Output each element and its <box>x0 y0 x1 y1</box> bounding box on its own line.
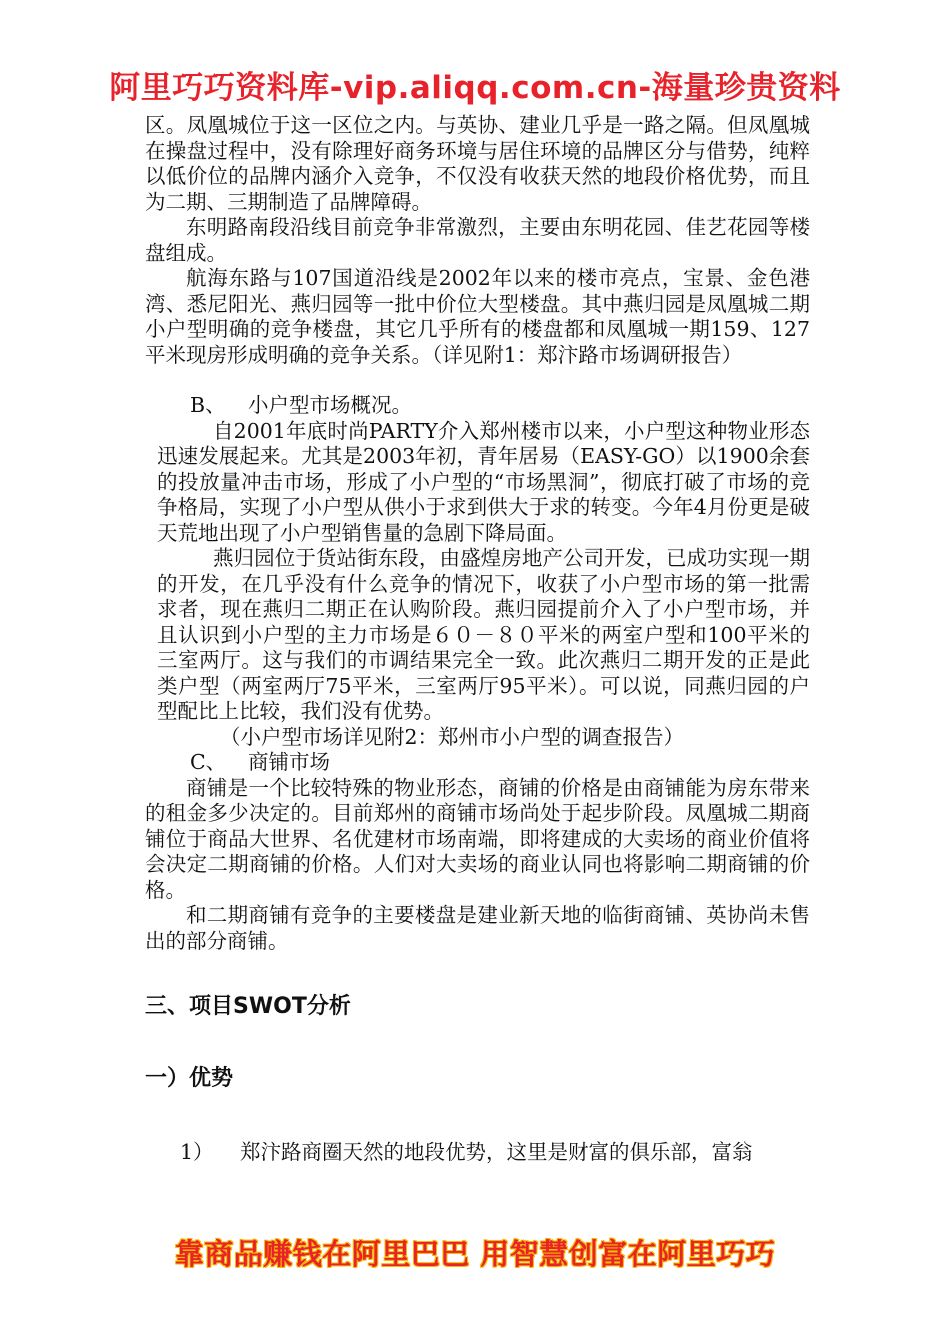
section-b-heading <box>145 393 810 419</box>
footer-watermark-banner: 靠商品赚钱在阿里巴巴 用智慧创富在阿里巧巧 <box>174 1237 776 1271</box>
section-heading: 三、项目SWOT分析 <box>145 994 351 1019</box>
paragraph: 航海东路与107国道沿线是2002年以来的楼市亮点，宝景、金色港湾、悉尼阳光、燕归园等一批中价位大型楼盘。其中燕归园是凤凰城二期小户型明确的竞争楼盘，其它几乎所有的楼盘都和凤凰城一期159、127平米现房形成明确的竞争关系。（详见附1：郑汴路市场调研报告） <box>145 266 810 367</box>
list-item-number: 1） <box>180 1140 214 1164</box>
section-label: B、 <box>190 393 226 417</box>
section-b-body <box>145 419 810 725</box>
paragraph: 和二期商铺有竞争的主要楼盘是建业新天地的临街商铺、英协尚未售出的部分商铺。 <box>145 903 810 953</box>
header-watermark-banner: 阿里巧巧资料库-vip.aliqq.com.cn-海量珍贵资料 <box>109 70 841 106</box>
section-title: 商铺市场 <box>248 750 330 774</box>
section-c-heading <box>145 750 810 776</box>
list-item-text: 郑汴路商圈天然的地段优势，这里是财富的俱乐部，富翁 <box>240 1140 753 1164</box>
paragraph: 东明路南段沿线目前竞争非常激烈，主要由东明花园、佳艺花园等楼盘组成。 <box>145 215 810 265</box>
subsection-heading: 一）优势 <box>145 1065 234 1091</box>
section-title: 小户型市场概况。 <box>248 393 412 417</box>
paragraph: 自2001年底时尚PARTY介入郑州楼市以来，小户型这种物业形态迅速发展起来。尤其是2003年初，青年居易（EASY-GO）以1900余套的投放量冲击市场，形成了小户型的“市场黑洞”，彻底打破了市场的竞争格局，实现了小户型从供小于求到供大于求的转变。今年4月份更是破天荒地出现了小户型销售量的急剧下降局面。 <box>157 418 810 545</box>
section-label: C、 <box>190 750 227 774</box>
document-body <box>145 113 810 1166</box>
spacer <box>145 368 810 393</box>
paragraph: 商铺是一个比较特殊的物业形态，商铺的价格是由商铺能为房东带来的租金多少决定的。目前郑州的商铺市场尚处于起步阶段。凤凰城二期商铺位于商品大世界、名优建材市场南端，即将建成的大卖场的商业价值将会决定二期商铺的价格。人们对大卖场的商业认同也将影响二期商铺的价格。 <box>145 775 810 902</box>
list-item <box>145 1140 810 1166</box>
paragraph: 燕归园位于货站街东段，由盛煌房地产公司开发，已成功实现一期的开发，在几乎没有什么竞争的情况下，收获了小户型市场的第一批需求者，现在燕归二期正在认购阶段。燕归园提前介入了小户型市场，并且认识到小户型的主力市场是６０－８０平米的两室户型和100平米的三室两厅。这与我们的市调结果完全一致。此次燕归二期开发的正是此类户型（两室两厅75平米，三室两厅95平米）。可以说，同燕归园的户型配比上比较，我们没有优势。 <box>157 546 810 723</box>
paragraph: 区。凤凰城位于这一区位之内。与英协、建业几乎是一路之隔。但凤凰城在操盘过程中，没有除理好商务环境与居住环境的品牌区分与借势，纯粹以低价位的品牌内涵介入竞争，不仅没有收获天然的地段价格优势，而且为二期、三期制造了品牌障碍。 <box>145 113 810 214</box>
appendix-note: （小户型市场详见附2：郑州市小户型的调查报告） <box>220 724 685 749</box>
